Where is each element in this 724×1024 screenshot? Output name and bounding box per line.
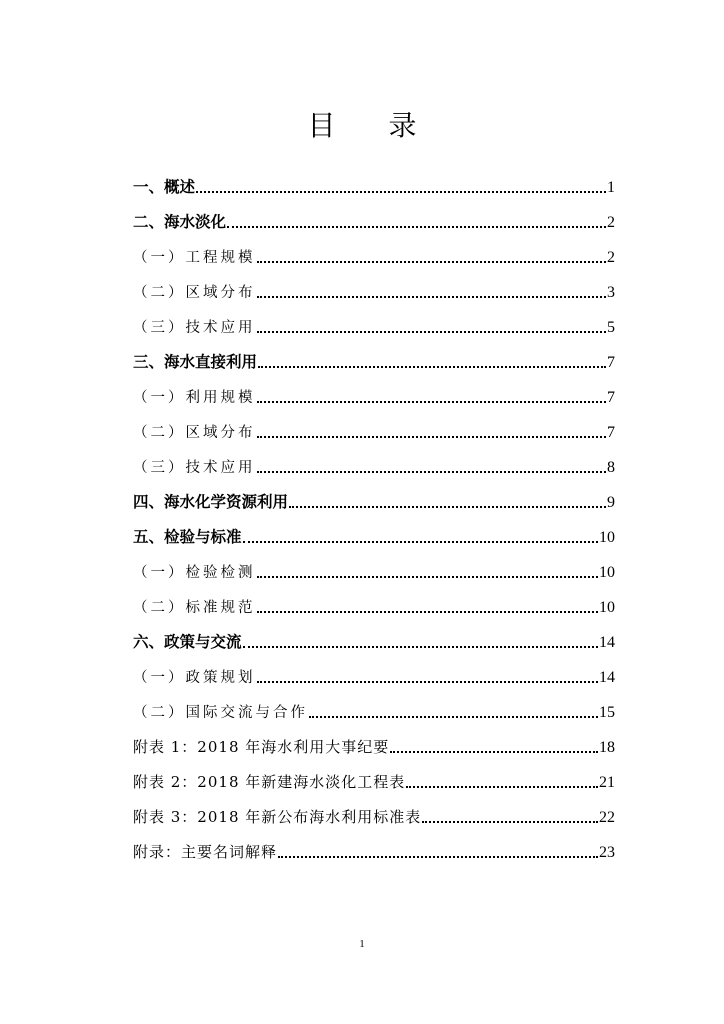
dot-leader xyxy=(289,506,606,508)
toc-entry-page: 3 xyxy=(607,284,615,301)
table-of-contents xyxy=(133,162,615,862)
toc-entry-page: 5 xyxy=(607,319,615,336)
page-number: 1 xyxy=(359,938,365,950)
toc-entry-page: 8 xyxy=(607,459,615,476)
toc-entry-page: 9 xyxy=(607,494,615,511)
dot-leader xyxy=(406,786,598,788)
toc-entry-label: （二）国际交流与合作 xyxy=(133,705,308,721)
toc-entry-page: 18 xyxy=(599,739,615,756)
toc-entry-label: 五、检验与标准 xyxy=(133,528,242,546)
toc-entry[interactable] xyxy=(133,477,615,512)
toc-entry-label: 二、海水淡化 xyxy=(133,213,227,231)
dot-leader xyxy=(257,436,607,438)
toc-entry-page: 7 xyxy=(607,354,615,371)
dot-leader xyxy=(278,856,598,858)
dot-leader xyxy=(309,716,598,718)
dot-leader xyxy=(196,191,606,193)
dot-leader xyxy=(257,681,599,683)
toc-entry[interactable] xyxy=(133,162,615,197)
toc-entry-page: 2 xyxy=(607,214,615,231)
dot-leader xyxy=(257,611,599,613)
toc-entry[interactable] xyxy=(133,302,615,337)
toc-entry[interactable] xyxy=(133,827,615,862)
toc-entry-page: 21 xyxy=(599,774,615,791)
toc-entry[interactable] xyxy=(133,407,615,442)
toc-entry-label: （三）技术应用 xyxy=(133,320,256,336)
toc-entry[interactable] xyxy=(133,687,615,722)
toc-entry-page: 1 xyxy=(607,179,615,196)
toc-entry-label: 附表 2：2018 年新建海水淡化工程表 xyxy=(133,773,406,791)
toc-entry-page: 22 xyxy=(599,809,615,826)
toc-entry-label: （二）区域分布 xyxy=(133,285,256,301)
toc-entry[interactable] xyxy=(133,652,615,687)
dot-leader xyxy=(243,646,598,648)
toc-entry-page: 7 xyxy=(607,424,615,441)
toc-entry-page: 10 xyxy=(599,529,615,546)
toc-entry-label: （二）区域分布 xyxy=(133,425,256,441)
toc-entry-page: 14 xyxy=(599,669,615,686)
toc-entry[interactable] xyxy=(133,582,615,617)
toc-entry-label: （三）技术应用 xyxy=(133,460,256,476)
toc-entry-label: 附录：主要名词解释 xyxy=(133,843,278,861)
toc-entry[interactable] xyxy=(133,232,615,267)
toc-entry[interactable] xyxy=(133,442,615,477)
toc-entry[interactable] xyxy=(133,617,615,652)
toc-entry-page: 7 xyxy=(607,389,615,406)
dot-leader xyxy=(258,366,606,368)
toc-entry-label: 三、海水直接利用 xyxy=(133,353,258,371)
toc-entry[interactable] xyxy=(133,512,615,547)
toc-entry-page: 14 xyxy=(599,634,615,651)
toc-entry-page: 10 xyxy=(599,599,615,616)
toc-entry[interactable] xyxy=(133,337,615,372)
dot-leader xyxy=(257,576,599,578)
toc-entry[interactable] xyxy=(133,267,615,302)
toc-entry-label: （一）利用规模 xyxy=(133,390,256,406)
dot-leader xyxy=(257,471,607,473)
toc-entry-label: 附表 1：2018 年海水利用大事纪要 xyxy=(133,738,390,756)
toc-entry-label: （一）工程规模 xyxy=(133,250,256,266)
dot-leader xyxy=(390,751,598,753)
toc-entry-page: 10 xyxy=(599,564,615,581)
toc-entry-label: （二）标准规范 xyxy=(133,600,256,616)
toc-title: 目 录 xyxy=(307,109,439,142)
dot-leader xyxy=(422,821,598,823)
toc-entry-page: 2 xyxy=(607,249,615,266)
dot-leader xyxy=(243,541,598,543)
toc-entry-page: 15 xyxy=(599,704,615,721)
toc-entry-label: （一）政策规划 xyxy=(133,670,256,686)
toc-entry[interactable] xyxy=(133,792,615,827)
toc-entry[interactable] xyxy=(133,372,615,407)
toc-entry-label: （一）检验检测 xyxy=(133,565,256,581)
toc-entry[interactable] xyxy=(133,547,615,582)
toc-entry-label: 四、海水化学资源利用 xyxy=(133,493,289,511)
toc-entry[interactable] xyxy=(133,722,615,757)
dot-leader xyxy=(227,226,606,228)
dot-leader xyxy=(257,401,607,403)
dot-leader xyxy=(257,296,607,298)
dot-leader xyxy=(257,261,607,263)
toc-entry[interactable] xyxy=(133,757,615,792)
toc-entry-label: 一、概述 xyxy=(133,178,196,196)
toc-entry-page: 23 xyxy=(599,844,615,861)
toc-entry-label: 六、政策与交流 xyxy=(133,633,242,651)
dot-leader xyxy=(257,331,607,333)
toc-entry-label: 附表 3：2018 年新公布海水利用标准表 xyxy=(133,808,422,826)
toc-entry[interactable] xyxy=(133,197,615,232)
